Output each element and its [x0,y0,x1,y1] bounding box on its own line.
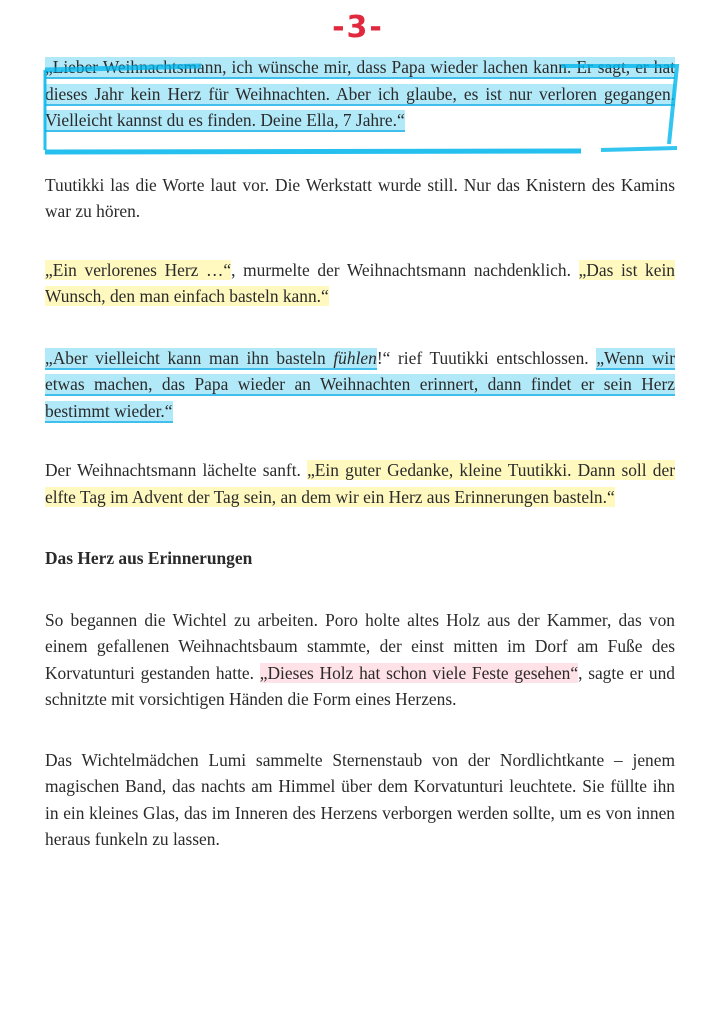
paragraph-feel-it [45,345,675,425]
paragraph-ella-letter [45,54,675,134]
paragraph-tuutikki-reads: Tuutikki las die Worte laut vor. Die Werkstatt wurde still. Nur das Knistern des Kamins war zu hören. [45,174,675,221]
paragraph-work [45,607,675,713]
paragraph-lumi: Das Wichtelmädchen Lumi sammelte Sternenstaub von der Nordlichtkante – jenem magischen Band, das nachts am Himmel über dem Korvatunturi leuchtete. Sie füllte ihn in ein kleines Glas, das im Inneren des Herzens verborgen werden sollte, um es von innen heraus funkeln zu lassen. [45,749,675,849]
quote-lost-heart: „Ein verlorenes Herz …“ [45,259,232,280]
paragraph-good-idea [45,457,675,510]
ella-letter-text: „Lieber Weihnachtsmann, ich wünsche mir, dass Papa wieder lachen kann. Er sagt, er hat dieses Jahr kein Herz für Weihnachten. Aber ich glaube, es ist nur verloren gegangen. Vielleicht kannst du es finden. Deine Ella, 7 Jahre.“ [45,57,675,130]
quote-feel-it-emphasis: fühlen [333,347,377,368]
page-number: -3- [332,10,384,45]
story-text [45,54,675,853]
quote-not-a-wish: „Das ist kein Wunsch, den man einfach basteln kann.“ [45,259,675,306]
narration-work: So begannen die Wichtel zu arbeiten. Poro holte altes Holz aus der Kammer, das von einem gefallenen Weihnachtsbaum stammte, der einst mitten im Dorf am Fuße des Korvatunturi gestanden hatte. [45,609,675,683]
section-heading: Das Herz aus Erinnerungen [45,548,253,568]
quote-old-wood: „Dieses Holz hat schon viele Feste gesehen“ [259,662,579,683]
narration-lost-heart: , murmelte der Weihnachtsmann nachdenklich. [231,259,579,280]
quote-feel-it-b: !“ [376,347,391,368]
quote-remind-papa: „Wenn wir etwas machen, das Papa wieder an Weihnachten erinnert, dann findet er sein Herz bestimmt wieder.“ [45,347,675,421]
narration-work-end: , sagte er und schnitzte mit vorsichtigen Händen die Form eines Herzens. [45,662,675,709]
quote-feel-it-a: „Aber vielleicht kann man ihn basteln [45,347,334,368]
quote-good-idea: „Ein guter Gedanke, kleine Tuutikki. Dann soll der elfte Tag im Advent der Tag sein, an dem wir ein Herz aus Erinnerungen basteln.“ [45,460,675,507]
narration-good-idea: Der Weihnachtsmann lächelte sanft. [45,460,308,480]
narration-feel-it: rief Tuutikki entschlossen. [390,347,597,368]
paragraph-lost-heart [45,257,675,310]
